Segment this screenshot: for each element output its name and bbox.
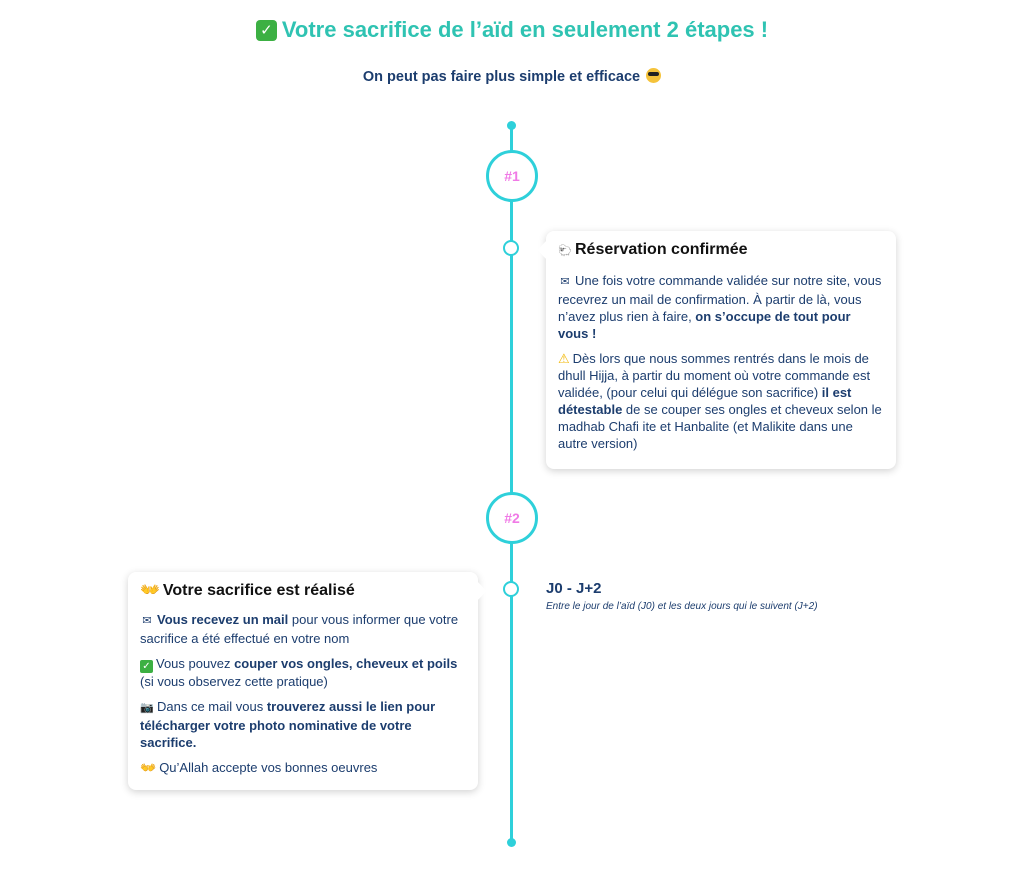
page-subtitle-text: On peut pas faire plus simple et efficace — [362, 69, 641, 85]
check-mark-icon: ✓ — [140, 660, 153, 673]
timeline-start-dot — [507, 121, 516, 130]
timeline-node-1 — [503, 240, 519, 256]
sheep-icon: 🐑 — [558, 245, 572, 257]
sacrifice-text-2b: couper vos ongles, cheveux et poils — [234, 656, 458, 671]
sacrifice-text-4: Qu’Allah accepte vos bonnes oeuvres — [159, 760, 378, 775]
sacrifice-card-title — [140, 582, 466, 599]
sacrifice-text-3a: Dans ce mail vous — [157, 699, 267, 714]
timeline-end-dot — [507, 838, 516, 847]
sacrifice-card-paragraph-1 — [140, 611, 466, 647]
card-pointer — [467, 581, 487, 601]
reservation-text-2c: de se couper ses ongles et cheveux selon le madhab Chafi ite et Hanbalite (et Malikite dans une autre version) — [558, 402, 882, 451]
timeline-line — [510, 125, 513, 843]
check-mark-icon: ✓ — [256, 20, 277, 41]
reservation-text-2b: il est détestable — [558, 385, 852, 417]
reservation-card-title — [558, 241, 884, 260]
sacrifice-text-2a: Vous pouvez — [156, 656, 235, 671]
sacrifice-card-paragraph-3 — [140, 698, 466, 751]
sunglasses-face-icon — [646, 68, 661, 83]
step-1-badge: #1 — [486, 150, 538, 202]
date-range-subtitle: Entre le jour de l’aïd (J0) et les deux jours qui le suivent (J+2) — [546, 601, 818, 612]
page-title-text: Votre sacrifice de l’aïd en seulement 2 étapes ! — [281, 17, 769, 42]
sacrifice-text-3b: trouverez aussi le lien pour télécharger votre photo nominative de votre sacrifice. — [140, 699, 436, 750]
reservation-card-title-text: Réservation confirmée — [575, 241, 748, 258]
reservation-card — [546, 231, 896, 469]
step-2-badge: #2 — [486, 492, 538, 544]
reservation-text-1b: on s’occupe de tout pour vous ! — [558, 309, 851, 341]
timeline-node-2 — [503, 581, 519, 597]
card-pointer — [537, 240, 557, 260]
praying-hands-icon: 👐 — [140, 760, 157, 775]
sacrifice-card-paragraph-2 — [140, 655, 466, 690]
sacrifice-text-1a: Vous recevez un mail — [157, 612, 289, 627]
page-title — [0, 17, 1024, 43]
camera-icon: 📷 — [140, 702, 154, 714]
reservation-text-1a: Une fois votre commande validée sur notre site, vous recevrez un mail de confirmation. À partir de là, vous n’avez plus rien à faire, — [558, 273, 882, 324]
sacrifice-card-paragraph-4 — [140, 759, 466, 776]
sacrifice-text-2c: (si vous observez cette pratique) — [140, 674, 328, 689]
sacrifice-text-1b: pour vous informer que votre sacrifice a été effectué en votre nom — [140, 612, 459, 646]
email-icon: ✉ — [142, 615, 152, 627]
reservation-card-paragraph-1 — [558, 272, 884, 342]
warning-icon: ⚠ — [558, 351, 570, 366]
reservation-card-paragraph-2 — [558, 350, 884, 452]
praying-hands-icon: 👐 — [140, 582, 160, 599]
date-range-title: J0 - J+2 — [546, 580, 602, 597]
sacrifice-card-title-text: Votre sacrifice est réalisé — [162, 582, 355, 599]
page-subtitle — [0, 68, 1024, 85]
email-icon: ✉ — [560, 276, 570, 288]
reservation-text-2a: Dès lors que nous sommes rentrés dans le mois de dhull Hijja, à partir du moment où votre commande est validée, (pour celui qui délégue son sacrifice) — [558, 351, 871, 400]
sacrifice-card — [128, 572, 478, 790]
